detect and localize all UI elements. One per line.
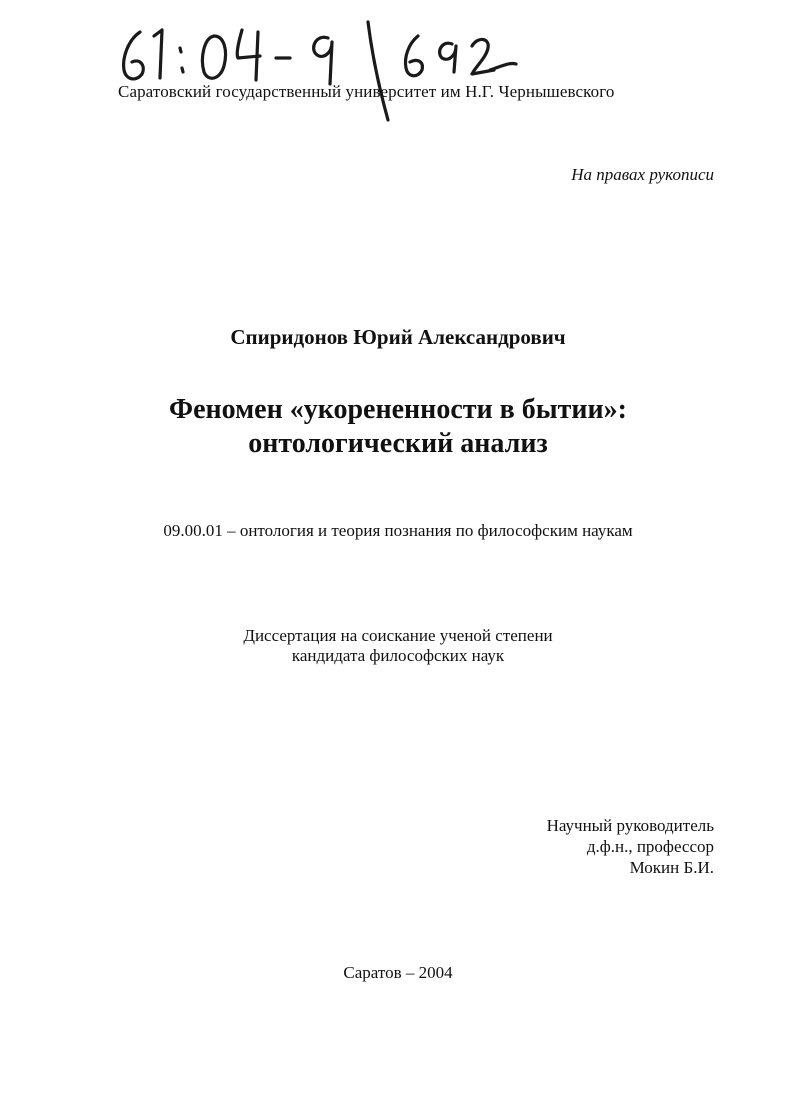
dissertation-title-line-2: онтологический анализ — [248, 428, 548, 459]
manuscript-rights-note: На правах рукописи — [571, 165, 714, 184]
supervisor-label: Научный руководитель — [546, 816, 714, 835]
supervisor-name: Мокин Б.И. — [629, 858, 714, 877]
degree-line-1: Диссертация на соискание ученой степени — [243, 626, 553, 645]
specialty-code: 09.00.01 – онтология и теория познания по философским наукам — [163, 521, 633, 540]
degree-line-2: кандидата философских наук — [291, 646, 505, 665]
place-and-year: Саратов – 2004 — [343, 963, 453, 982]
author-name: Спиридонов Юрий Александрович — [230, 325, 566, 349]
handwritten-archive-number — [110, 14, 540, 124]
university-name: Саратовский государственный университет им Н.Г. Чернышевского — [118, 82, 615, 101]
dissertation-title-line-1: Феномен «укорененности в бытии»: — [169, 394, 627, 425]
supervisor-rank: д.ф.н., профессор — [586, 837, 714, 856]
